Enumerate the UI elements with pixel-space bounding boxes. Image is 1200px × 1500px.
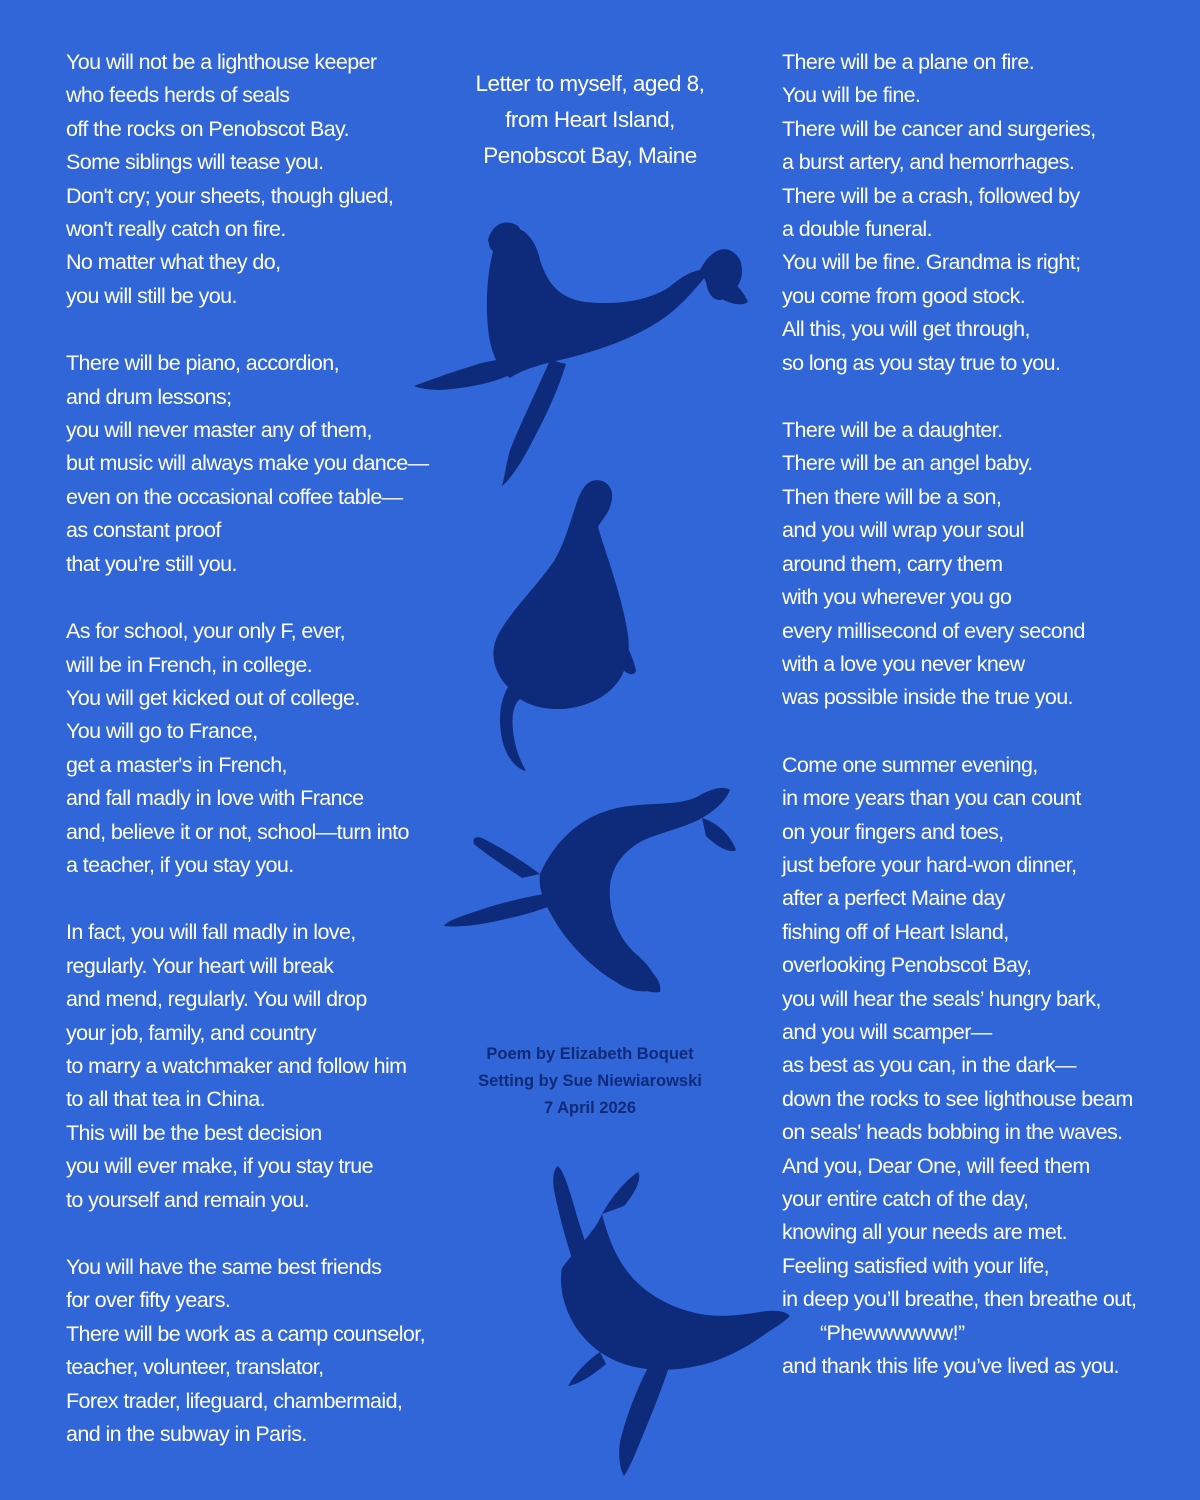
poem-line: will be in French, in college. — [66, 652, 313, 677]
seal-icon — [410, 210, 755, 490]
poem-line: after a perfect Maine day — [782, 886, 1005, 911]
poem-line: You will have the same best friends — [66, 1255, 382, 1279]
poem-line: as constant proof — [66, 518, 221, 543]
poem-line: and you will wrap your soul — [782, 518, 1024, 543]
poem-line: Some siblings will tease you. — [66, 150, 324, 175]
poem-line: off the rocks on Penobscot Bay. — [66, 116, 349, 141]
poem-line: to yourself and remain you. — [66, 1187, 310, 1212]
poem-line: who feeds herds of seals — [66, 83, 290, 108]
credit-date: 7 April 2026 — [543, 1099, 637, 1117]
poem-line: get a master's in French, — [66, 752, 287, 777]
stanza — [66, 347, 446, 581]
poem-line: You will be fine. — [782, 83, 921, 108]
poem-line: Come one summer evening, — [782, 752, 1038, 777]
poem-line: on your fingers and toes, — [782, 819, 1004, 844]
title-line: from Heart Island, — [505, 107, 675, 132]
poem-title — [450, 66, 730, 174]
poem-line: your entire catch of the day, — [782, 1187, 1029, 1211]
stanza — [782, 414, 1182, 715]
setting-author: Setting by Sue Niewiarowski — [478, 1072, 702, 1090]
poem-line: You will go to France, — [66, 719, 258, 744]
poem-line: Feeling satisfied with your life, — [782, 1253, 1049, 1278]
poem-line: and drum lessons; — [66, 384, 232, 409]
poem-line: and mend, regularly. You will drop — [66, 987, 367, 1012]
poem-line: regularly. Your heart will break — [66, 953, 334, 978]
poem-line: you will hear the seals’ hungry bark, — [782, 986, 1101, 1011]
stanza — [66, 1251, 446, 1451]
poem-line: There will be cancer and surgeries, — [782, 116, 1096, 141]
poem-line: won't really catch on fire. — [66, 217, 286, 242]
poem-line: a burst artery, and hemorrhages. — [782, 150, 1075, 175]
poem-line: on seals' heads bobbing in the waves. — [782, 1120, 1123, 1145]
poem-line: And you, Dear One, will feed them — [782, 1153, 1090, 1178]
poem-line: as best as you can, in the dark— — [782, 1053, 1076, 1078]
poem-line: in deep you’ll breathe, then breathe out, — [782, 1287, 1137, 1312]
poem-line: teacher, volunteer, translator, — [66, 1355, 324, 1380]
poem-line: but music will always make you dance— — [66, 451, 429, 476]
poem-line: No matter what they do, — [66, 250, 281, 275]
poem-line: “Phewwwwww!” — [820, 1320, 965, 1345]
poem-line: Forex trader, lifeguard, chambermaid, — [66, 1388, 403, 1413]
poem-line: a teacher, if you stay you. — [66, 852, 294, 877]
poem-line: This will be the best decision — [66, 1120, 322, 1145]
poem-line: There will be a crash, followed by — [782, 183, 1080, 208]
poem-line: down the rocks to see lighthouse beam — [782, 1086, 1133, 1111]
poem-line: In fact, you will fall madly in love, — [66, 920, 356, 945]
poem-line: you come from good stock. — [782, 283, 1026, 308]
poem-line: for over fifty years. — [66, 1288, 231, 1313]
poem-line: you will never master any of them, — [66, 418, 372, 443]
poem-line: fishing off of Heart Island, — [782, 919, 1009, 944]
poem-line: There will be a daughter. — [782, 418, 1003, 443]
seal-icon — [540, 1160, 792, 1480]
seal-icon — [482, 475, 647, 775]
poem-line: There will be work as a camp counselor, — [66, 1321, 425, 1346]
poem-line: There will be an angel baby. — [782, 451, 1033, 476]
title-line: Penobscot Bay, Maine — [483, 143, 697, 168]
poem-author: Poem by Elizabeth Boquet — [486, 1045, 694, 1063]
poem-line: your job, family, and country — [66, 1020, 316, 1045]
poem-line: and fall madly in love with France — [66, 786, 364, 811]
poem-line: Don't cry; your sheets, though glued, — [66, 183, 394, 208]
poem-line: and, believe it or not, school—turn into — [66, 819, 409, 844]
poem-line: around them, carry them — [782, 551, 1003, 576]
poem-line: and in the subway in Paris. — [66, 1422, 307, 1447]
poem-line: with you wherever you go — [782, 585, 1012, 610]
poem-line: a double funeral. — [782, 217, 932, 242]
poem-line: and thank this life you’ve lived as you. — [782, 1354, 1119, 1379]
poem-line: You will be fine. Grandma is right; — [782, 250, 1081, 275]
poem-line: There will be a plane on fire. — [782, 50, 1035, 74]
poem-line: you will still be you. — [66, 283, 237, 308]
stanza — [782, 46, 1182, 380]
poem-line: in more years than you can count — [782, 786, 1081, 811]
poem-line: so long as you stay true to you. — [782, 350, 1061, 375]
title-line: Letter to myself, aged 8, — [475, 71, 705, 96]
poem-line: and you will scamper— — [782, 1019, 992, 1044]
poem-line: with a love you never knew — [782, 651, 1025, 676]
poem-line: even on the occasional coffee table— — [66, 484, 403, 509]
stanza — [66, 615, 446, 882]
poem-line: You will not be a lighthouse keeper — [66, 50, 377, 74]
poem-line: There will be piano, accordion, — [66, 351, 340, 376]
left-poem-column — [66, 46, 446, 1485]
poem-line: you will ever make, if you stay true — [66, 1154, 373, 1179]
poem-line: just before your hard-won dinner, — [782, 852, 1077, 877]
poem-line: to all that tea in China. — [66, 1087, 265, 1112]
poem-line: that you’re still you. — [66, 551, 237, 576]
poem-line: to marry a watchmaker and follow him — [66, 1053, 407, 1078]
stanza — [66, 46, 446, 313]
credits — [450, 1041, 730, 1122]
seal-icon — [440, 782, 740, 997]
stanza — [782, 749, 1182, 1384]
poem-line: knowing all your needs are met. — [782, 1220, 1067, 1245]
poem-line: Then there will be a son, — [782, 484, 1002, 509]
right-poem-column — [782, 46, 1182, 1417]
poem-line: was possible inside the true you. — [782, 685, 1073, 710]
poem-line: All this, you will get through, — [782, 317, 1030, 342]
poem-line: every millisecond of every second — [782, 618, 1085, 643]
stanza — [66, 916, 446, 1217]
poem-line: As for school, your only F, ever, — [66, 619, 345, 644]
poem-line: You will get kicked out of college. — [66, 685, 360, 710]
poem-line: overlooking Penobscot Bay, — [782, 953, 1032, 978]
